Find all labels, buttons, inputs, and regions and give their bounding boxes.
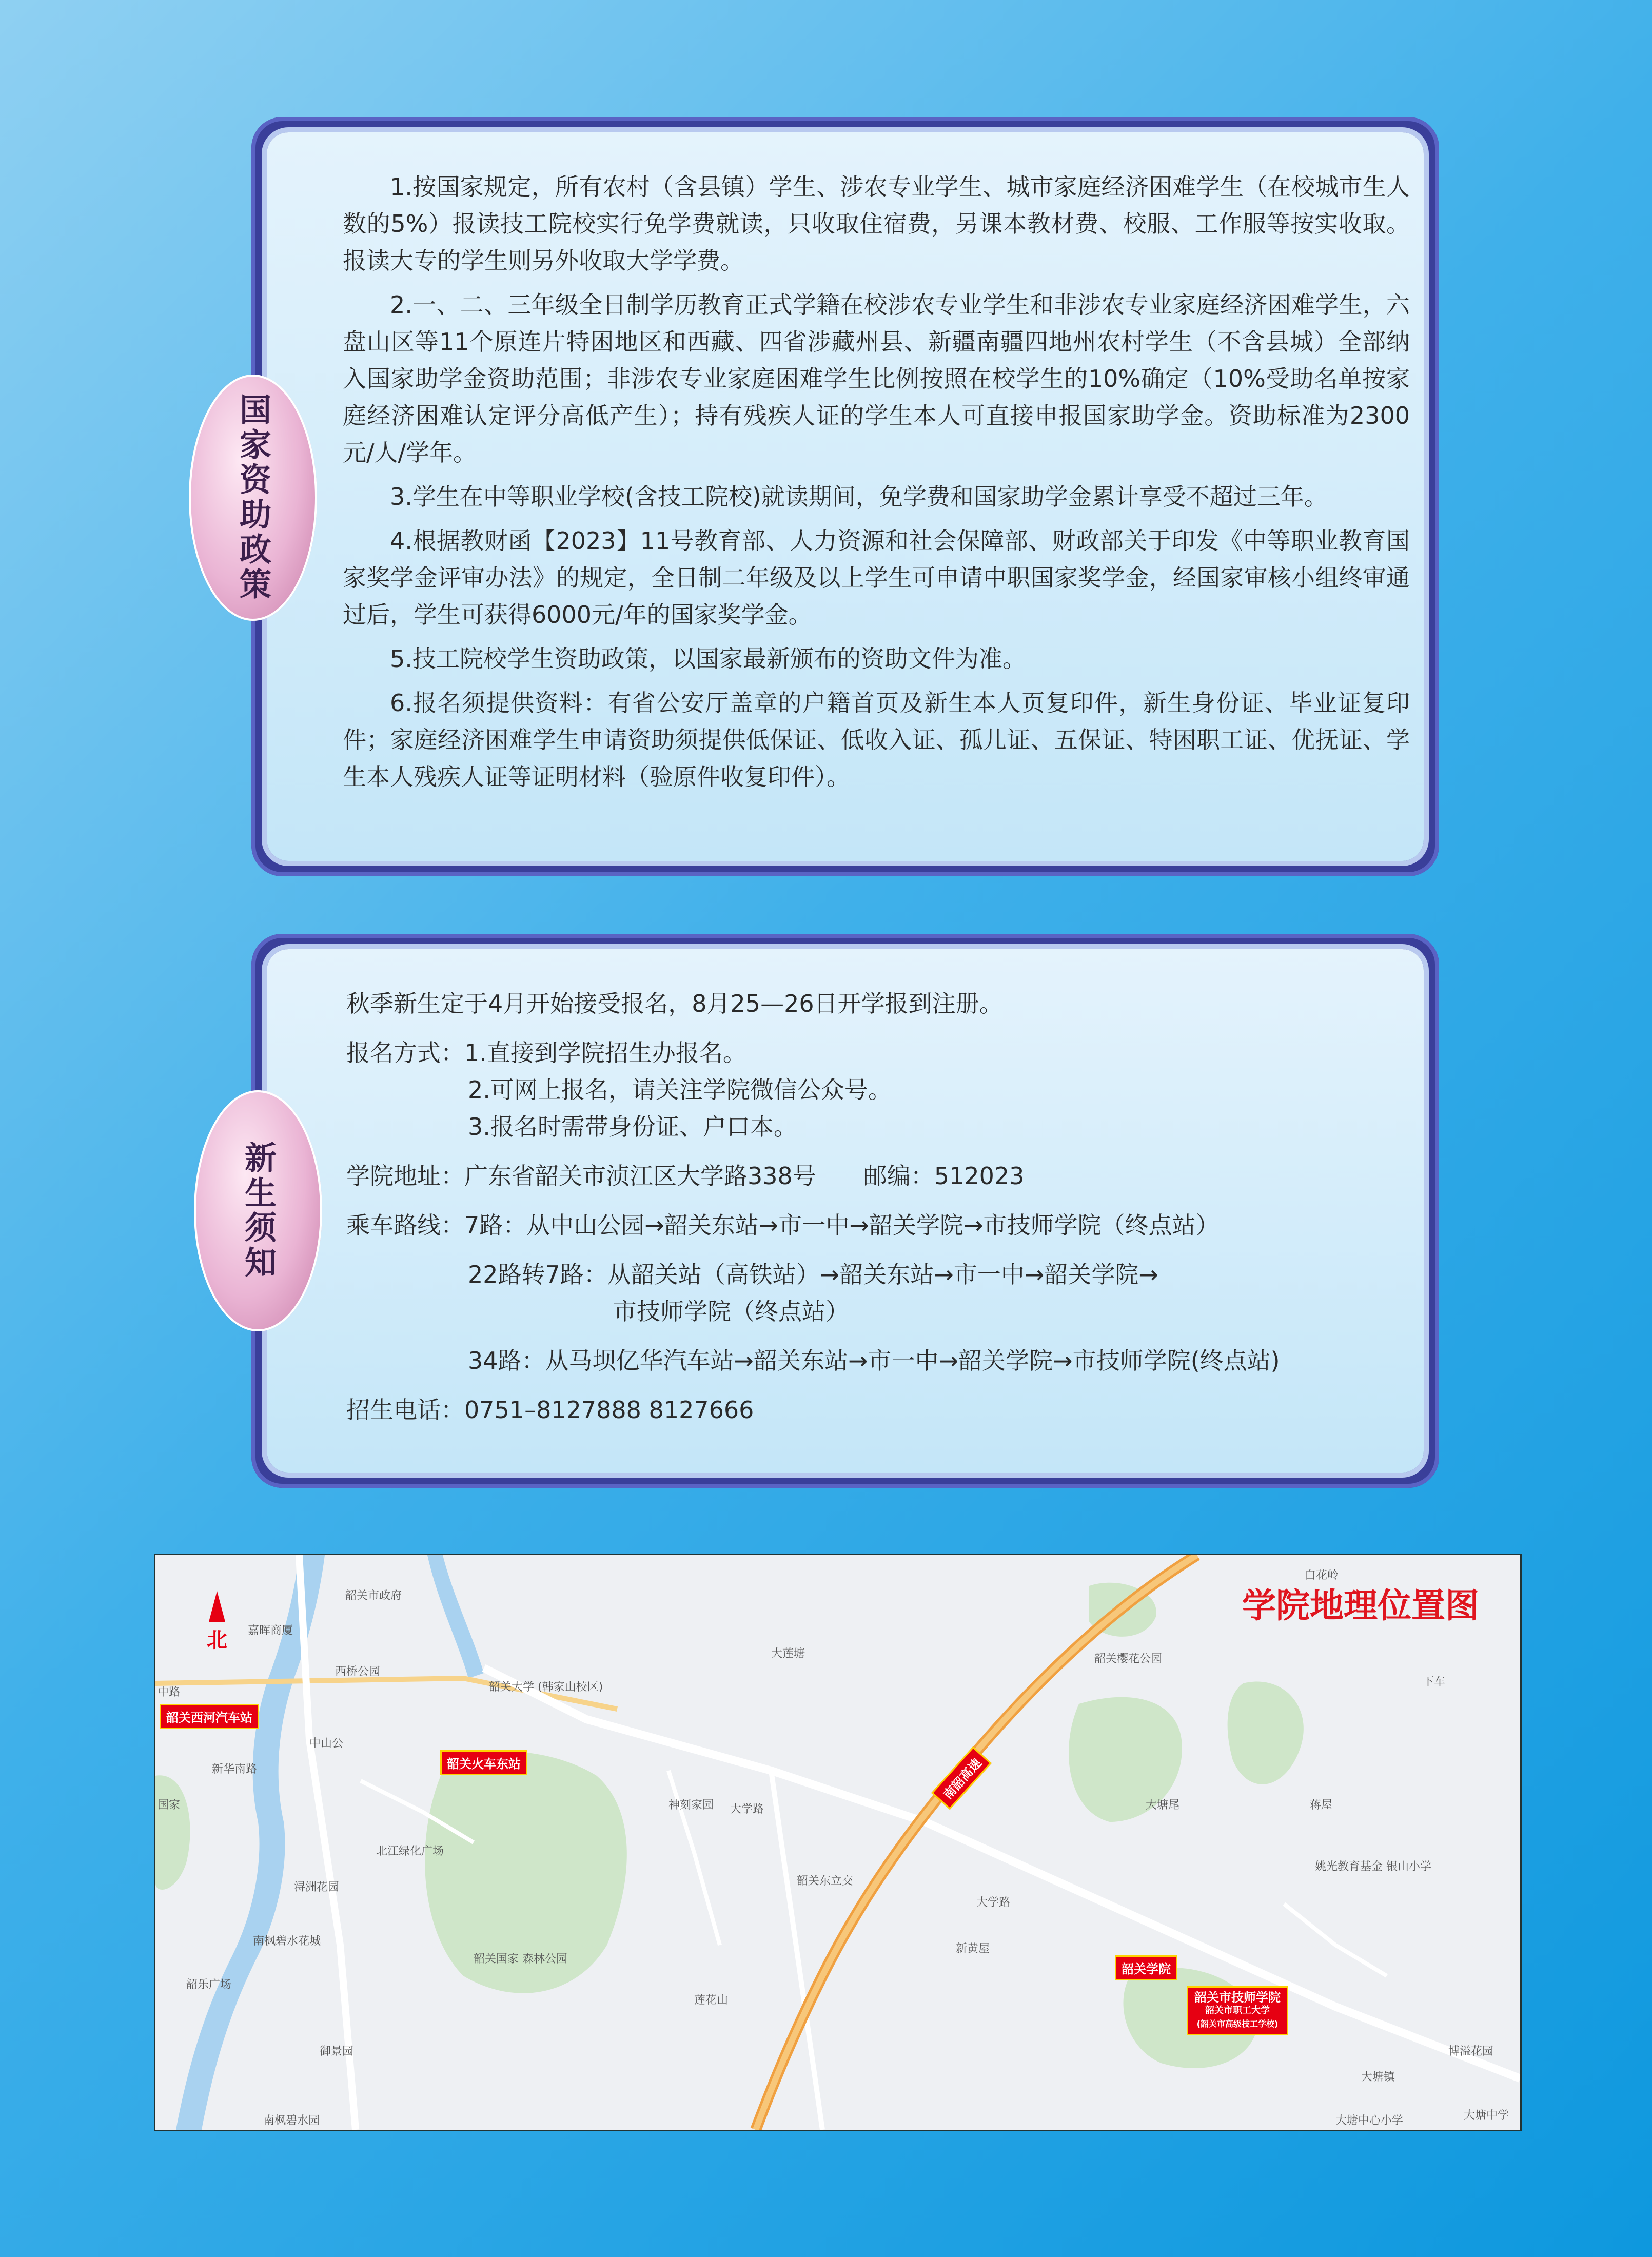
map-label-datangzhen: 大塘镇 xyxy=(1361,2071,1395,2084)
route-2a: 22路转7路：从韶关站（高铁站）→韶关东站→市一中→韶关学院→ xyxy=(468,1261,1158,1288)
route-3: 34路：从马坝亿华汽车站→韶关东站→市一中→韶关学院→市技师学院(终点站) xyxy=(468,1347,1280,1375)
map-label-daxue-rd2: 大学路 xyxy=(976,1896,1011,1909)
map-label-datang-mid: 大塘中学 xyxy=(1464,2109,1509,2122)
map-label-shendao: 神刻家园 xyxy=(668,1799,714,1812)
method-label: 报名方式： xyxy=(346,1039,464,1067)
map-label-daxue-rd: 大学路 xyxy=(730,1803,764,1816)
map-label-baihua: 白花岭 xyxy=(1305,1569,1339,1582)
notice-panel xyxy=(251,934,1439,1488)
map-label-yaoguang: 姚光教育基金 银山小学 xyxy=(1315,1860,1431,1873)
map-label-beijiang: 北江绿化广场 xyxy=(376,1845,444,1858)
policy-paragraph-1: 1.按国家规定，所有农村（含县镇）学生、涉农专业学生、城市家庭经济困难学生（在校城市生人数的5%）报读技工院校实行免学费就读，只收取住宿费，另课本教材费、校服、工作服等按实收取。报读大专的学生则另外收取大学学费。 xyxy=(343,173,1410,274)
map-label-shaole: 韶乐广场 xyxy=(186,1978,232,1991)
map-label-xinhuangwu: 新黄屋 xyxy=(956,1942,990,1955)
map-label-jiangwu: 蒋屋 xyxy=(1310,1799,1333,1812)
notice-text xyxy=(346,985,1398,1428)
route-1: 7路：从中山公园→韶关东站→市一中→韶关学院→市技师学院（终点站） xyxy=(464,1211,1220,1239)
policy-panel xyxy=(251,117,1439,876)
policy-paragraph-3: 3.学生在中等职业学校(含技工院校)就读期间，免学费和国家助学金累计享受不超过三年。 xyxy=(390,483,1328,511)
route-label: 乘车路线： xyxy=(346,1211,464,1239)
map-label-sgu-campus: 韶关大学 (韩家山校区) xyxy=(489,1681,603,1694)
route-2b: 市技师学院（终点站） xyxy=(613,1298,849,1325)
tag-east-train: 韶关火车东站 xyxy=(440,1750,527,1775)
map-label-dalian: 大莲塘 xyxy=(771,1647,805,1660)
map-label-datangwei: 大塘尾 xyxy=(1146,1799,1180,1812)
method-3: 3.报名时需带身份证、户口本。 xyxy=(468,1113,797,1141)
map-label-datang-school: 大塘中心小学 xyxy=(1335,2114,1404,2127)
notice-tab-label: 新生须知 xyxy=(239,1141,277,1281)
location-map xyxy=(154,1554,1522,2131)
map-label-gov: 韶关市政府 xyxy=(345,1589,402,1602)
method-1: 1.直接到学院招生办报名。 xyxy=(464,1039,746,1067)
tag-highway: 南韶高速 xyxy=(931,1746,992,1810)
map-label-guojia: 国家 xyxy=(158,1799,181,1812)
route-row-1 xyxy=(346,1207,1398,1244)
tag-tech-2: 韶关市职工大学 xyxy=(1205,2005,1270,2016)
map-label-zhongshan-park: 中山公 xyxy=(309,1737,344,1750)
north-label: 北 xyxy=(207,1628,227,1652)
map-background xyxy=(155,1555,1520,2130)
policy-tab xyxy=(189,375,317,621)
map-label-forest: 韶关国家 森林公园 xyxy=(474,1953,567,1966)
map-label-xiache: 下车 xyxy=(1423,1676,1446,1689)
policy-paragraph-2: 2.一、二、三年级全日制学历教育正式学籍在校涉农专业学生和非涉农专业家庭经济困难学生，六盘山区等11个原连片特困地区和西藏、四省涉藏州县、新疆南疆四地州农村学生（不含县城）全部纳入国家助学金资助范围；非涉农专业家庭困难学生比例按照在校学生的10%确定（10%受助名单按家庭经济困难认定评分高低产生）；持有残疾人证的学生本人可直接申报国家助学金。资助标准为2300元/人/学年。 xyxy=(343,291,1410,466)
policy-paragraph-4: 4.根据教财函【2023】11号教育部、人力资源和社会保障部、财政部关于印发《中等职业教育国家奖学金评审办法》的规定，全日制二年级及以上学生可申请中职国家奖学金，经国家审核小组终审通过后，学生可获得6000元/年的国家奖学金。 xyxy=(343,527,1410,629)
north-arrow-icon xyxy=(209,1591,225,1622)
notice-tab xyxy=(194,1090,322,1331)
tag-west-bus: 韶关西河汽车站 xyxy=(160,1704,259,1729)
map-label-jiahui: 嘉晖商厦 xyxy=(248,1624,293,1637)
map-label-zhongshan-rd: 中路 xyxy=(158,1686,181,1699)
tag-tech-college xyxy=(1187,1986,1288,2035)
address: 学院地址：广东省韶关市浈江区大学路338号 邮编：512023 xyxy=(346,1162,1025,1190)
tag-tech-1: 韶关市技师学院 xyxy=(1194,1990,1281,2005)
map-label-boyi: 博溢花园 xyxy=(1448,2045,1494,2058)
policy-paragraph-5: 5.技工院校学生资助政策，以国家最新颁布的资助文件为准。 xyxy=(390,645,1026,673)
method-row-1 xyxy=(346,1034,1398,1071)
map-label-yinghua: 韶关樱花公园 xyxy=(1094,1653,1163,1665)
map-label-nanfeng1: 南枫碧水花城 xyxy=(253,1935,321,1948)
map-label-nanfeng2: 南枫碧水园 xyxy=(263,2114,320,2127)
method-2: 2.可网上报名，请关注学院微信公众号。 xyxy=(468,1076,892,1104)
policy-tab-label: 国家资助政策 xyxy=(234,393,272,602)
map-label-dongli: 韶关东立交 xyxy=(797,1875,854,1888)
map-label-yujing: 御景园 xyxy=(320,2045,354,2058)
notice-panel-inner xyxy=(267,949,1424,1473)
map-label-xunzhou: 浔洲花园 xyxy=(294,1881,340,1894)
north-indicator xyxy=(207,1591,227,1653)
map-title: 学院地理位置图 xyxy=(1242,1586,1479,1625)
policy-text xyxy=(343,168,1410,802)
policy-panel-inner xyxy=(267,132,1424,861)
policy-paragraph-6: 6.报名须提供资料：有省公安厅盖章的户籍首页及新生本人页复印件，新生身份证、毕业证复印件；家庭经济困难学生申请资助须提供低保证、低收入证、孤儿证、五保证、特困职工证、优抚证、学生本人残疾人证等证明材料（验原件收复印件）。 xyxy=(343,689,1410,791)
phone: 招生电话：0751–8127888 8127666 xyxy=(346,1396,754,1424)
map-label-xinhua-rd: 新华南路 xyxy=(212,1763,258,1776)
map-label-xihe-park: 西桥公园 xyxy=(335,1665,381,1678)
map-label-lianhua-shan: 莲花山 xyxy=(694,1994,729,2007)
enroll-date: 秋季新生定于4月开始接受报名，8月25—26日开学报到注册。 xyxy=(346,990,1003,1017)
tag-university: 韶关学院 xyxy=(1115,1955,1177,1980)
tag-tech-3: (韶关市高级技工学校) xyxy=(1196,2019,1279,2029)
